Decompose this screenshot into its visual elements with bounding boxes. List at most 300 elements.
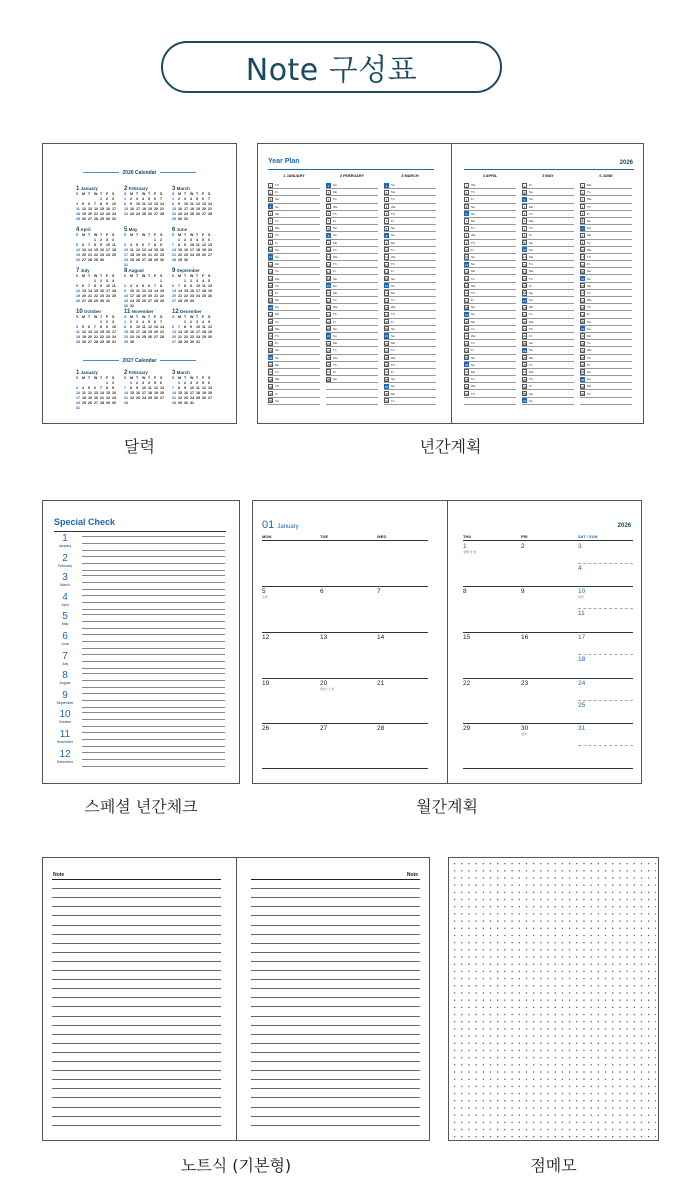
special-check-line: [82, 712, 225, 713]
monthly-plan-day: 15: [463, 634, 471, 641]
year-plan-weekday: We: [333, 355, 338, 360]
special-check-rule: [54, 531, 226, 532]
year-plan-day-row: [384, 275, 436, 282]
year-plan-day-number: 2: [269, 190, 272, 195]
year-plan-weekday: Th: [471, 341, 475, 346]
year-plan-weekday: Tu: [587, 391, 591, 396]
special-check-row: [53, 611, 225, 631]
year-plan-day-number: 31: [385, 399, 389, 404]
year-plan-day-row: [326, 376, 378, 383]
year-plan-day-row: [384, 283, 436, 290]
year-plan-month-heading: 5 MAY: [542, 174, 554, 178]
year-plan-weekday: Mo: [529, 204, 534, 209]
year-plan-day-row: [580, 369, 632, 376]
year-plan-day-number: 2: [327, 190, 330, 195]
year-plan-day-number: 1: [465, 183, 468, 188]
monthly-plan-weekend-split: [578, 700, 633, 701]
special-check-row: [53, 631, 225, 651]
special-check-line: [82, 582, 225, 583]
year-plan-day-row: [268, 326, 320, 333]
year-plan-day-row: [384, 211, 436, 218]
year-plan-weekday: We: [333, 254, 338, 259]
note-ruled-line: [52, 1079, 221, 1080]
page-title: Note 구성표: [161, 41, 502, 93]
year-plan-weekday: Sa: [391, 377, 395, 382]
year-plan-weekday: Th: [275, 233, 279, 238]
year-plan-day-number: 11: [327, 255, 331, 260]
year-plan-day-number: 27: [581, 370, 585, 375]
year-plan-weekday: Mo: [333, 240, 338, 245]
year-plan-day-row: [464, 319, 516, 326]
note-ruled-line: [52, 952, 221, 953]
year-plan-weekday: We: [587, 298, 592, 303]
year-plan-weekday: We: [391, 254, 396, 259]
year-plan-day-row: [326, 290, 378, 297]
monthly-plan-weekday: MON: [262, 534, 272, 539]
note-ruled-line: [251, 879, 420, 880]
year-plan-day-row: [522, 304, 574, 311]
year-plan-weekday: Mo: [275, 312, 280, 317]
year-plan-weekday: Tu: [391, 398, 395, 403]
calendar-month: [172, 186, 214, 222]
note-ruled-line: [52, 1116, 221, 1117]
year-plan-day-row: [464, 247, 516, 254]
year-plan-weekday: Fr: [275, 240, 278, 245]
monthly-plan-day-note: 새해 첫 날: [463, 550, 477, 554]
year-plan-weekday: Tu: [471, 276, 475, 281]
year-plan-day-number: 16: [465, 291, 469, 296]
year-plan-weekday: Th: [587, 305, 591, 310]
year-plan-day-number: 26: [581, 363, 585, 368]
year-plan-rule-right: [464, 169, 634, 170]
year-plan-day-number: 4: [523, 205, 526, 210]
year-plan-day-number: 24: [581, 348, 585, 353]
year-plan-day-number: 26: [523, 363, 527, 368]
special-check-line: [82, 543, 225, 544]
year-plan-day-number: 9: [269, 241, 272, 245]
year-plan-day-number: 18: [385, 305, 389, 310]
monthly-plan-day: 11: [578, 610, 585, 617]
year-plan-weekday: Fr: [471, 247, 474, 252]
year-plan-day-number: 20: [581, 320, 585, 325]
note-ruled-line: [52, 888, 221, 889]
note-ruled-line: [52, 1070, 221, 1071]
year-plan-day-number: 10: [523, 248, 527, 253]
calendar-month-name: 7 July: [76, 268, 90, 274]
monthly-plan-day: 12: [262, 634, 270, 641]
year-plan-day-number: 14: [385, 276, 389, 281]
year-plan-day-row: [522, 211, 574, 218]
year-plan-weekday: Su: [471, 262, 475, 267]
year-plan-day-number: 16: [269, 291, 273, 296]
year-plan-day-number: 23: [465, 341, 469, 346]
year-plan-weekday: Tu: [391, 348, 395, 353]
year-plan-weekday: Fr: [391, 319, 394, 324]
year-plan-weekday: Su: [587, 377, 591, 382]
calendar-2027-heading: 2027 Calendar: [43, 358, 236, 364]
year-plan-day-number: 6: [523, 219, 526, 224]
year-plan-day-row: [522, 290, 574, 297]
year-plan-weekday: Sa: [333, 276, 337, 281]
year-plan-day-number: 6: [465, 219, 468, 224]
year-plan-day-row: [580, 218, 632, 225]
year-plan-weekday: Su: [391, 384, 395, 389]
year-plan-weekday: We: [275, 326, 280, 331]
calendar-month-name: 10 October: [76, 309, 102, 315]
year-plan-day-number: 30: [581, 391, 585, 396]
year-plan-day-number: 17: [523, 298, 527, 303]
monthly-plan-day: 2: [521, 543, 525, 550]
calendar-month: [76, 309, 118, 345]
note-ruled-line: [52, 1025, 221, 1026]
monthly-plan-weekday: TUE: [320, 534, 328, 539]
year-plan-day-row: [384, 196, 436, 203]
year-plan-weekday: Mo: [391, 391, 396, 396]
year-plan-day-row: [268, 376, 320, 383]
year-plan-day-row: [384, 189, 436, 196]
year-plan-day-row: [522, 297, 574, 304]
year-plan-weekday: Th: [391, 211, 395, 216]
year-plan-day-row: [580, 362, 632, 369]
year-plan-weekday: Mo: [587, 283, 592, 288]
year-plan-weekday: Mo: [587, 233, 592, 238]
year-plan-weekday: We: [471, 183, 476, 188]
year-plan-day-row: [326, 254, 378, 261]
year-plan-day-number: 19: [465, 312, 469, 317]
note-ruled-line: [52, 906, 221, 907]
year-plan-day-row: [464, 333, 516, 340]
special-check-row: [53, 572, 225, 592]
year-plan-day-row: [580, 232, 632, 239]
year-plan-day-row: [326, 311, 378, 318]
year-plan-day-row: [326, 225, 378, 232]
year-plan-weekday: We: [587, 197, 592, 202]
year-plan-weekday: Fr: [529, 334, 532, 339]
year-plan-day-number: 23: [581, 341, 585, 346]
year-plan-day-row: [326, 304, 378, 311]
year-plan-weekday: Su: [529, 247, 533, 252]
year-plan-day-row: [326, 189, 378, 196]
monthly-plan-day-note: 설날: [521, 732, 527, 736]
note-ruled-line: [52, 1088, 221, 1089]
year-plan-day-number: 7: [581, 226, 584, 231]
year-plan-day-row: [384, 297, 436, 304]
year-plan-day-row: [268, 247, 320, 254]
year-plan-day-row: [268, 261, 320, 268]
special-check-line: [82, 739, 225, 740]
calendar-month-name: 9 September: [172, 268, 200, 274]
year-plan-weekday: Su: [333, 233, 337, 238]
year-plan-day-row: [464, 182, 516, 189]
special-check-line: [82, 575, 225, 576]
year-plan-day-number: 17: [327, 298, 331, 303]
year-plan-day-row: [326, 326, 378, 333]
special-check-month-name: June: [61, 642, 69, 646]
year-plan-weekday: Su: [529, 298, 533, 303]
year-plan-day-row: [268, 218, 320, 225]
year-plan-day-number: 21: [385, 327, 389, 332]
year-plan-weekday: Sa: [333, 377, 337, 382]
year-plan-day-row: [464, 311, 516, 318]
special-check-line: [82, 726, 225, 727]
year-plan-day-row: [384, 390, 436, 397]
monthly-plan-weekday: THU: [463, 534, 472, 539]
year-plan-day-row: [580, 347, 632, 354]
year-plan-title: Year Plan: [268, 158, 300, 165]
year-plan-day-number: 13: [385, 269, 389, 274]
note-ruled-line: [251, 1006, 420, 1007]
calendar-month: [124, 186, 166, 217]
note-ruled-line: [52, 934, 221, 935]
special-check-line: [82, 570, 225, 571]
year-plan-day-number: 12: [523, 262, 527, 267]
year-plan-weekday: Su: [333, 283, 337, 288]
year-plan-weekday: Fr: [587, 312, 590, 317]
year-plan-weekday: Sa: [391, 276, 395, 281]
year-plan-weekday: Tu: [391, 247, 395, 252]
year-plan-day-number: 28: [269, 377, 273, 382]
special-check-line: [82, 759, 225, 760]
note-ruled-line: [251, 915, 420, 916]
monthly-plan-week-rule: [463, 632, 633, 633]
year-plan-weekday: Th: [333, 362, 337, 367]
year-plan-weekday: Mo: [275, 262, 280, 267]
special-check-month-number: 9: [62, 689, 68, 701]
year-plan-day-row: [580, 304, 632, 311]
year-plan-day-row: [268, 297, 320, 304]
special-check-line: [82, 746, 225, 747]
year-plan-weekday: Tu: [275, 219, 279, 224]
year-plan-day-row: [384, 333, 436, 340]
year-plan-day-number: 6: [581, 219, 584, 224]
year-plan-day-number: 9: [523, 241, 526, 245]
calendar-month: [76, 186, 118, 222]
year-plan-weekday: Th: [529, 226, 533, 231]
year-plan-weekday: Su: [275, 204, 279, 209]
year-plan-weekday: Th: [471, 391, 475, 396]
year-plan-month-column: [326, 174, 378, 405]
year-plan-day-row: [268, 182, 320, 189]
year-plan-weekday: Tu: [275, 369, 279, 374]
year-plan-weekday: Th: [471, 290, 475, 295]
year-plan-day-row: [384, 398, 436, 405]
year-plan-day-number: 7: [269, 226, 272, 231]
year-plan-month-column: [522, 174, 574, 405]
year-plan-weekday: Su: [471, 312, 475, 317]
year-plan-day-row: [326, 247, 378, 254]
year-plan-weekday: Sa: [587, 319, 591, 324]
year-plan-day-row: [580, 261, 632, 268]
year-plan-day-number: 23: [385, 341, 389, 346]
year-plan-day-row: [464, 390, 516, 397]
year-plan-day-number: 27: [385, 370, 389, 375]
monthly-plan-day: 20: [320, 680, 328, 687]
year-plan-day-number: 25: [523, 356, 527, 360]
year-plan-day-number: 8: [269, 233, 272, 238]
year-plan-weekday: Th: [333, 312, 337, 317]
monthly-plan-header-rule: [463, 540, 633, 541]
year-plan-weekday: Tu: [529, 362, 533, 367]
year-plan-weekday: Th: [587, 355, 591, 360]
year-plan-weekday: Fr: [529, 384, 532, 389]
monthly-plan-day: 22: [463, 680, 471, 687]
year-plan-day-number: 8: [385, 233, 388, 238]
year-plan-weekday: Fr: [391, 269, 394, 274]
year-plan-weekday: Sa: [529, 341, 533, 346]
special-check-month-number: 1: [62, 533, 68, 544]
special-check-row: [53, 553, 225, 573]
monthly-plan-day: 31: [578, 725, 586, 732]
year-plan-day-number: 4: [465, 205, 468, 210]
year-plan-weekday: Mo: [333, 290, 338, 295]
special-check-row: [53, 690, 225, 710]
monthly-plan-day-note: 대한 / 소설: [320, 687, 335, 691]
year-plan-day-row: [268, 311, 320, 318]
note-ruled-line: [52, 970, 221, 971]
year-plan-day-row: [522, 189, 574, 196]
year-plan-day-number: 5: [523, 212, 526, 217]
monthly-plan-month: 01 January: [262, 519, 299, 531]
year-plan-day-number: 17: [269, 298, 273, 303]
year-plan-day-number: 18: [581, 305, 585, 310]
year-plan-weekday: Mo: [275, 362, 280, 367]
calendar-month: [172, 227, 214, 263]
year-plan-day-row: [522, 311, 574, 318]
year-plan-day-row: [268, 196, 320, 203]
monthly-plan-week-rule: [262, 678, 428, 679]
year-plan-day-row: [464, 204, 516, 211]
special-check-line: [82, 673, 225, 674]
special-check-month-name: January: [58, 544, 72, 548]
year-plan-day-number: 13: [523, 269, 527, 274]
year-plan-day-row: [580, 311, 632, 318]
monthly-plan-bottom-rule: [463, 768, 633, 769]
year-plan-day-number: 28: [581, 377, 585, 382]
monthly-plan-week-rule: [262, 586, 428, 587]
year-plan-day-number: 1: [581, 183, 584, 188]
calendar-month-name: 1 January: [76, 186, 98, 192]
year-plan-weekday: Su: [529, 348, 533, 353]
year-plan-day-number: 2: [465, 190, 468, 195]
monthly-plan-day: 18: [578, 656, 586, 663]
monthly-plan-panel: [252, 500, 642, 784]
year-plan-day-number: 3: [269, 197, 272, 202]
year-plan-weekday: Th: [471, 240, 475, 245]
special-check-line: [82, 693, 225, 694]
year-plan-weekday: Fr: [587, 362, 590, 367]
year-plan-month-heading: 3 MARCH: [401, 174, 419, 178]
monthly-plan-day: 3: [578, 543, 582, 550]
monthly-plan-day: 4: [578, 565, 582, 572]
note-ruled-line: [251, 1079, 420, 1080]
year-plan-day-row: [522, 275, 574, 282]
year-plan-weekday: Fr: [391, 219, 394, 224]
special-check-line: [82, 732, 225, 733]
year-plan-day-number: 24: [465, 348, 469, 353]
year-plan-weekday: Th: [333, 262, 337, 267]
monthly-plan-weekend-split: [578, 563, 633, 564]
year-plan-day-number: 10: [269, 248, 273, 253]
year-plan-weekday: Su: [529, 398, 533, 403]
year-plan-weekday: Fr: [587, 211, 590, 216]
year-plan-day-number: 29: [385, 384, 389, 389]
calendar-month-name: 2 February: [124, 370, 148, 376]
year-plan-weekday: Tu: [471, 326, 475, 331]
year-plan-day-number: 18: [523, 305, 527, 310]
year-plan-weekday: Fr: [471, 298, 474, 303]
year-plan-weekday: Su: [391, 183, 395, 188]
year-plan-weekday: Th: [529, 326, 533, 331]
year-plan-weekday: Sa: [471, 204, 475, 209]
year-plan-weekday: Su: [275, 254, 279, 259]
special-check-month-name: February: [57, 563, 72, 568]
year-plan-day-number: 25: [385, 356, 389, 360]
year-plan-day-number: 14: [465, 276, 469, 281]
year-plan-month-column: [580, 174, 632, 405]
calendar-day-grid: S M T W T F S 1 2 3 4 5 6 7 8 9 10 11 12 13 14 15 16 17 18 19 20 21 22 23 24 25 26 27 28 29 30 31: [124, 233, 164, 267]
special-check-line: [82, 752, 225, 753]
year-plan-weekday: Fr: [275, 391, 278, 396]
note-ruled-line: [251, 979, 420, 980]
special-check-line: [82, 719, 225, 720]
year-plan-day-number: 24: [385, 348, 389, 353]
calendar-month: [76, 268, 118, 304]
note-ruled-line: [251, 906, 420, 907]
year-plan-weekday: Mo: [529, 254, 534, 259]
year-plan-day-row: [580, 319, 632, 326]
special-check-month-number: 2: [62, 552, 68, 564]
year-plan-day-number: 19: [581, 312, 585, 317]
year-plan-day-number: 12: [465, 262, 469, 267]
caption-calendar: 달력: [124, 437, 155, 456]
year-plan-weekday: Su: [275, 305, 279, 310]
year-plan-weekday: Th: [275, 283, 279, 288]
year-plan-weekday: We: [587, 247, 592, 252]
year-plan-day-row: [580, 398, 632, 405]
year-plan-day-row: [384, 261, 436, 268]
note-ruled-line: [251, 888, 420, 889]
monthly-plan-day: 27: [320, 725, 328, 732]
year-plan-weekday: We: [529, 319, 534, 324]
year-plan-day-row: [326, 275, 378, 282]
year-plan-day-row: [580, 326, 632, 333]
year-plan-weekday: Fr: [275, 190, 278, 195]
special-check-line: [82, 654, 225, 655]
year-plan-day-row: [464, 326, 516, 333]
note-ruled-line: [251, 1107, 420, 1108]
year-plan-weekday: We: [529, 269, 534, 274]
year-plan-day-number: 21: [269, 327, 273, 332]
year-plan-weekday: Fr: [391, 369, 394, 374]
year-plan-day-number: 15: [327, 284, 331, 289]
calendar-day-grid: S M T W T F S 1 2 3 4 5 6 7 8 9 10 11 12 13 14 15 16 17 18 19 20 21 22 23 24 25 26 27 28 29 30 31: [172, 315, 212, 344]
year-plan-day-row: [464, 275, 516, 282]
year-plan-weekday: Fr: [529, 183, 532, 188]
year-plan-weekday: We: [471, 233, 476, 238]
year-plan-day-row: [522, 340, 574, 347]
special-check-row: [53, 749, 225, 769]
year-plan-day-row: [268, 390, 320, 397]
year-plan-day-number: 3: [327, 197, 330, 202]
year-plan-day-row: [522, 254, 574, 261]
year-plan-weekday: Tu: [333, 197, 337, 202]
year-plan-day-number: 28: [523, 377, 527, 382]
year-plan-day-row: [522, 268, 574, 275]
year-plan-day-number: 9: [385, 241, 388, 245]
monthly-plan-day: 6: [320, 588, 324, 595]
note-ruled-line: [251, 997, 420, 998]
year-plan-day-number: 5: [465, 212, 468, 217]
